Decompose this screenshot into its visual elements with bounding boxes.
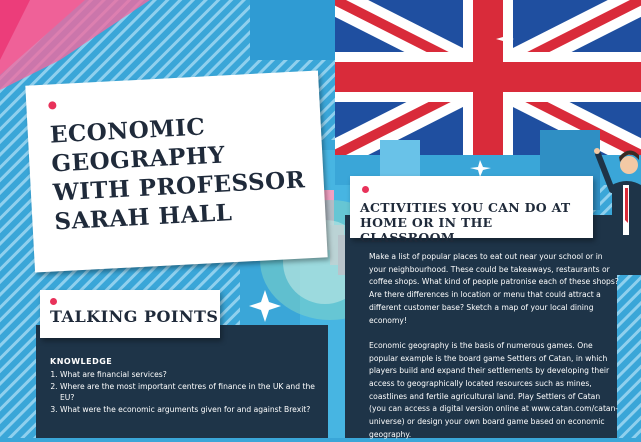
activities-paragraph-2: Economic geography is the basis of numerous games. One popular example is the board game Settlers of Catan, in which players build and expand their settlements by developing their access to geographically located resources such as mines, coastlines and fertile agricultural land. Play Settlers of Catan (you can access a digital version online at www.catan.com/catan-universe) or design your own board game based on economic geography. [369,340,619,439]
accent-dot-icon [48,101,56,109]
talking-points-body [50,356,320,416]
activities-heading-card [350,176,593,245]
list-item: 2. Where are the most important centres of finance in the UK and the EU? [60,381,320,403]
talking-points-heading: TALKING POINTS [50,307,219,326]
list-item: 3. What were the economic arguments given for and against Brexit? [60,404,320,415]
page-title: ECONOMIC GEOGRAPHY WITH PROFESSOR SARAH HALL [49,113,306,236]
activities-body [369,251,619,442]
activities-heading: ACTIVITIES YOU CAN DO AT HOME OR IN THE CLASSROOM [360,200,571,245]
title-card [25,70,327,272]
activities-paragraph-1: Make a list of popular places to eat out near your school or in your neighbourhood. These could be takeaways, restaurants or coffee shops. What kind of people patronise each of these shops? Are there differences in location or menu that could attract a different customer base? Sketch a map of your local dining economy! [369,252,619,325]
list-item: 1. What are financial services? [60,369,320,380]
knowledge-subheading: KNOWLEDGE [50,357,113,366]
accent-dot-icon [362,186,369,193]
talking-points-heading-card [40,290,220,338]
accent-dot-icon [50,298,57,305]
talking-points-list [50,369,320,415]
